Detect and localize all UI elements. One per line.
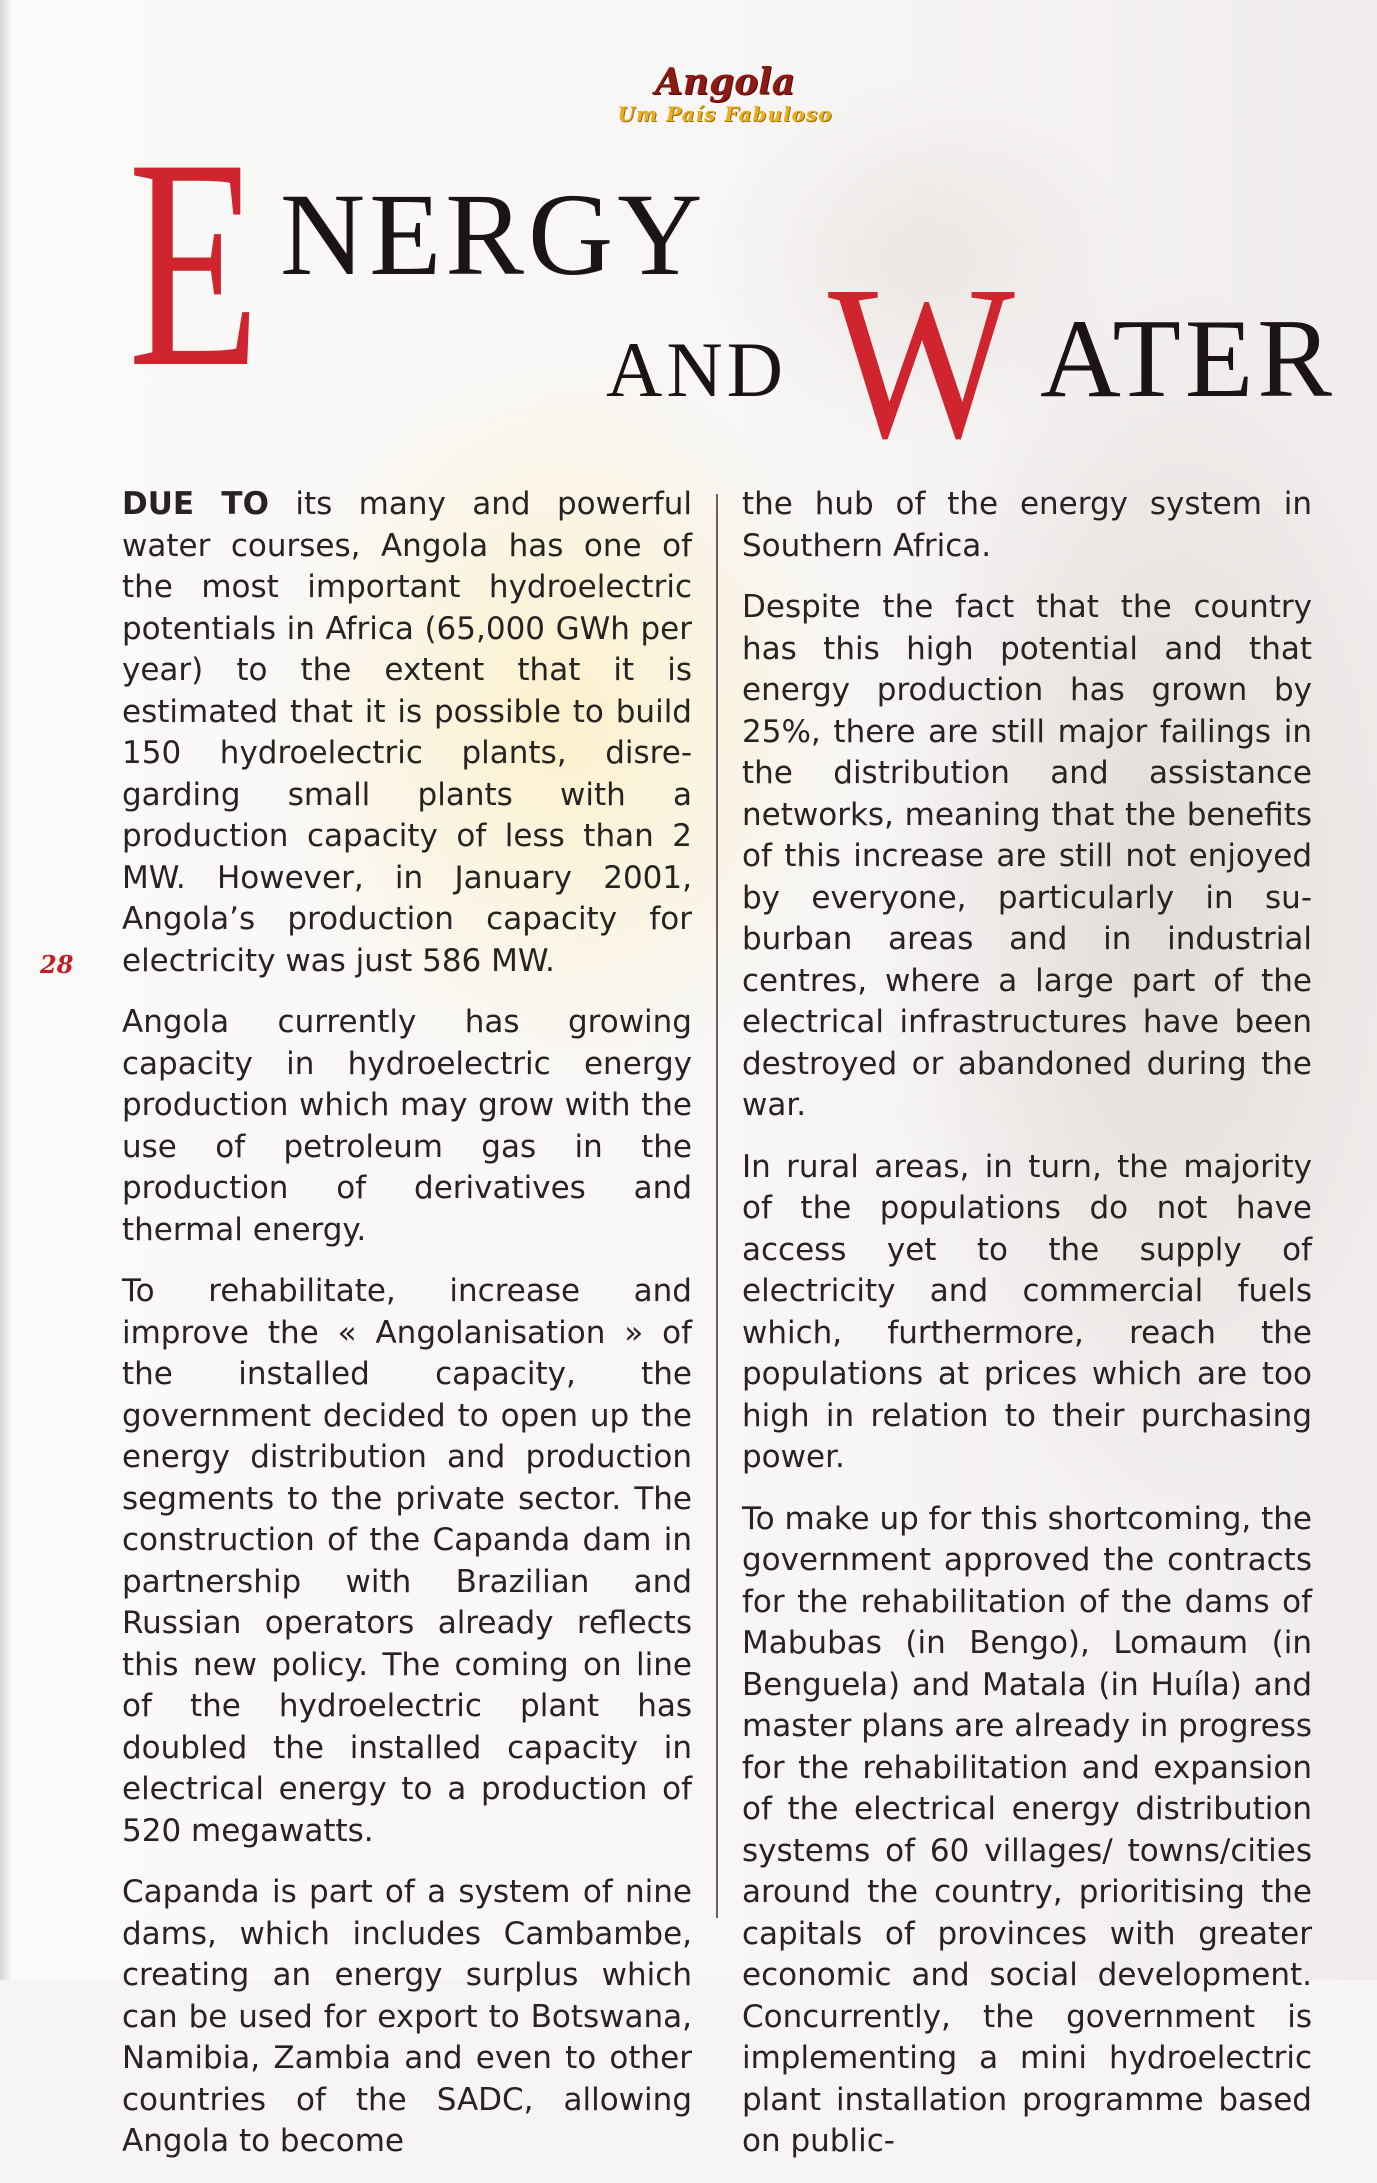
page-number: 28	[40, 950, 74, 979]
left-column	[122, 484, 692, 2183]
left-paragraph-1	[122, 484, 692, 982]
left-paragraph-4: Capanda is part of a system of nine dams, which includes Cambambe, creating an energy surplus which can be used for export to Botswana, Namibia, Zambia and even to other countries of the SADC, allowing Angola to become	[122, 1874, 692, 2159]
title-word-ater: ATER	[1040, 297, 1336, 421]
right-paragraph-2: Despite the fact that the country has this high potential and that energy production has grown by 25%, there are still major failings in the distribution and assistance networks, meaning that the benefits of this increase are still not enjoyed by everyone, particularly in suburban areas and in industrial centres, where a large part of the electrical infrastructures have been destroyed or abandoned during the war.	[742, 589, 1312, 1123]
title-word-nergy: NERGY	[280, 169, 707, 300]
left-paragraph-1-text: its many and powerful water courses, Angola has one of the most important hydroelectric potentials in Africa (65,000 GWh per year) to the extent that it is estimated that it is possible to build 150 hydroelectric plants, disregarding small plants with a production capacity of less than 2 MW. However, in January 2001, Angola’s production capacity for electricity was just 586 MW.	[122, 486, 692, 979]
right-paragraph-3: In rural areas, in turn, the majority of the populations do not have access yet to the supply of electricity and commercial fuels which, furthermore, reach the populations at prices which are too high in relation to their purchasing power.	[742, 1148, 1312, 1475]
left-paragraph-2: Angola currently has growing capacity in hydroelectric energy production which may grow with the use of petroleum gas in the production of derivatives and thermal energy.	[122, 1004, 692, 1248]
article-title	[0, 0, 1377, 484]
right-column	[742, 484, 1312, 2183]
logo-subtitle: Um País Fabuloso	[617, 102, 833, 126]
right-paragraph-4: To make up for this shortcoming, the government approved the contracts for the rehabilitation of the dams of Mabubas (in Bengo), Lomaum (in Benguela) and Matala (in Huíla) and master plans are already in progress for the rehabilitation and expansion of the electrical energy distribution systems of 60 villages/ towns/cities around the country, prioritising the capitals of provinces with greater economic and social development. Concurrently, the government is implementing a mini hydroelectric plant installation programme based on public-	[742, 1500, 1312, 2159]
left-paragraph-3: To rehabilitate, increase and improve the « Angolanisation » of the installed capacity, the government decided to open up the energy distribution and production segments to the private sector. The construction of the Capanda dam in partnership with Brazilian and Russian operators already reflects this new policy. The coming on line of the hydroelectric plant has doubled the installed capacity in electrical energy to a production of 520 megawatts.	[122, 1273, 692, 1849]
lead-in: DUE TO	[122, 486, 269, 522]
right-paragraph-1: the hub of the energy system in Southern Africa.	[742, 486, 1312, 564]
title-word-and: AND	[606, 326, 787, 413]
logo-title: Angola	[654, 61, 796, 103]
title-initial-w: W	[828, 240, 1015, 484]
column-divider	[716, 494, 718, 1918]
title-initial-e: E	[128, 97, 260, 429]
